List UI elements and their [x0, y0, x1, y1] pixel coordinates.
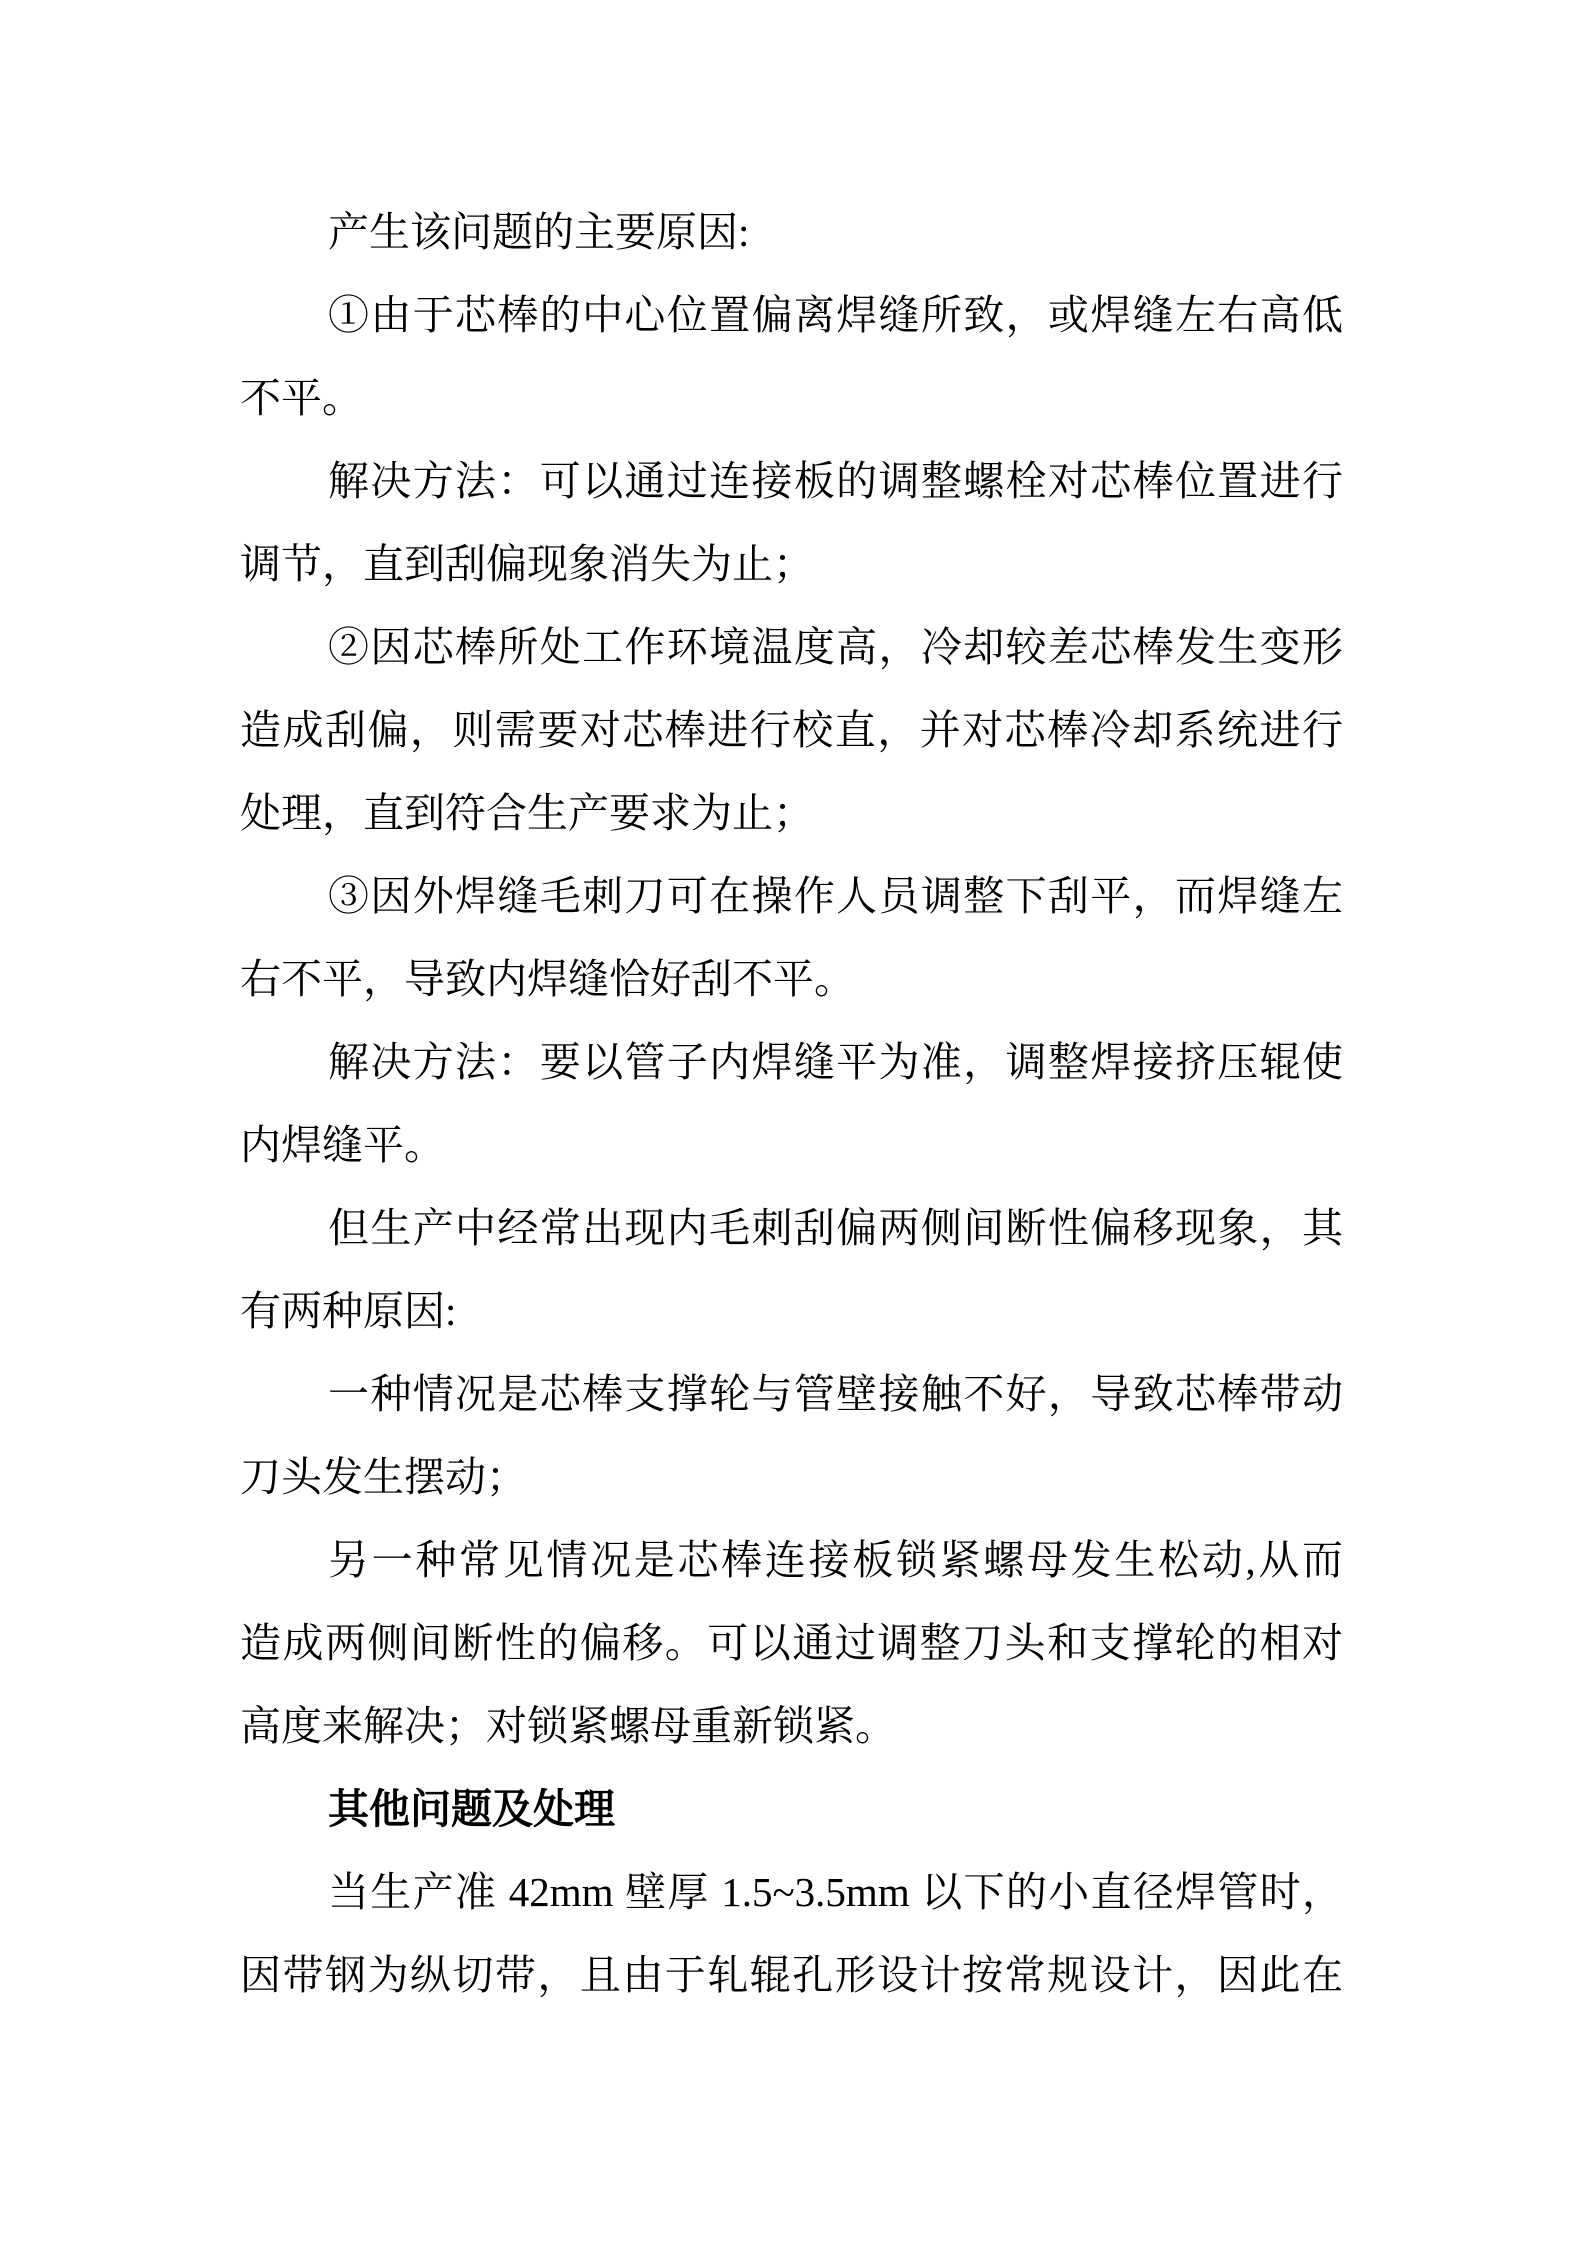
text-line: 调节，直到刮偏现象消失为止；: [240, 541, 814, 587]
section-heading: 其他问题及处理: [328, 1786, 615, 1832]
text-line: 当生产准 42mm 壁厚 1.5~3.5mm 以下的小直径焊管时，: [328, 1869, 1343, 1915]
text-line: 产生该问题的主要原因:: [328, 209, 750, 255]
text-line: 内焊缝平。: [240, 1122, 445, 1168]
text-block: [240, 191, 1343, 2017]
text-line: ②因芯棒所处工作环境温度高，冷却较差芯棒发生变形: [328, 624, 1343, 670]
text-line: 因带钢为纵切带，且由于轧辊孔形设计按常规设计，因此在: [240, 1952, 1343, 1998]
text-line: 有两种原因:: [240, 1288, 457, 1334]
text-line: 造成刮偏，则需要对芯棒进行校直，并对芯棒冷却系统进行: [240, 707, 1343, 753]
text-line: 解决方法：要以管子内焊缝平为准，调整焊接挤压辊使: [328, 1039, 1343, 1085]
text-line: 刀头发生摆动；: [240, 1454, 527, 1500]
text-line: 一种情况是芯棒支撑轮与管壁接触不好，导致芯棒带动: [328, 1371, 1343, 1417]
text-line: 不平。: [240, 375, 363, 421]
text-line: 高度来解决；对锁紧螺母重新锁紧。: [240, 1703, 896, 1749]
text-line: 但生产中经常出现内毛刺刮偏两侧间断性偏移现象，其: [328, 1205, 1343, 1251]
text-line: 处理，直到符合生产要求为止；: [240, 790, 814, 836]
text-line: 造成两侧间断性的偏移。可以通过调整刀头和支撑轮的相对: [240, 1620, 1343, 1666]
text-line: 右不平，导致内焊缝恰好刮不平。: [240, 956, 855, 1002]
text-line: ①由于芯棒的中心位置偏离焊缝所致，或焊缝左右高低: [328, 292, 1343, 338]
text-line: ③因外焊缝毛刺刀可在操作人员调整下刮平，而焊缝左: [328, 873, 1343, 919]
text-line: 另一种常见情况是芯棒连接板锁紧螺母发生松动,从而: [328, 1537, 1343, 1583]
text-line: 解决方法：可以通过连接板的调整螺栓对芯棒位置进行: [328, 458, 1343, 504]
